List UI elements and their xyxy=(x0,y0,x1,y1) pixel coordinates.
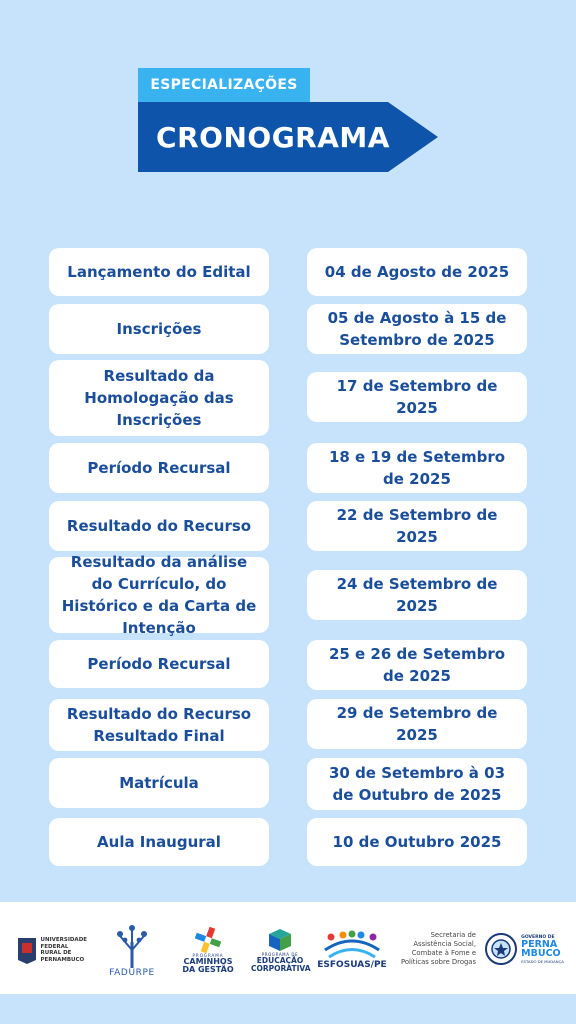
schedule-event-3: Resultado da Homologação das Inscrições xyxy=(49,360,269,436)
schedule-date-4: 18 e 19 de Setembro de 2025 xyxy=(307,443,527,493)
schedule-event-1: Lançamento do Edital xyxy=(49,248,269,296)
ufrpe-crest-icon xyxy=(16,936,38,964)
esfosuas-people-icon xyxy=(321,930,383,960)
governo-top-text: GOVERNO DE xyxy=(521,934,555,940)
schedule-date-10: 10 de Outubro 2025 xyxy=(307,818,527,866)
page-title: CRONOGRAMA xyxy=(156,120,390,154)
ufrpe-text: UNIVERSIDADE FEDERAL RURAL DE PERNAMBUCO xyxy=(40,937,88,963)
schedule-event-9: Matrícula xyxy=(49,758,269,808)
header-arrow-banner xyxy=(138,102,438,172)
secretaria-text: Secretaria de Assistência Social, Combate à Fome e Políticas sobre Drogas xyxy=(400,931,476,966)
schedule-date-8: 29 de Setembro de 2025 xyxy=(307,699,527,749)
schedule-event-8: Resultado do Recurso Resultado Final xyxy=(49,699,269,751)
esfosuas-text: ESFOSUAS/PE xyxy=(317,960,387,970)
schedule-date-9: 30 de Setembro à 03 de Outubro de 2025 xyxy=(307,758,527,810)
fadurpe-tree-icon xyxy=(112,924,152,968)
schedule-date-1: 04 de Agosto de 2025 xyxy=(307,248,527,296)
educacao-cube-icon xyxy=(268,928,292,952)
schedule-event-4: Período Recursal xyxy=(49,443,269,493)
pernambuco-coat-of-arms-icon xyxy=(484,929,518,969)
educacao-corporativa-logo xyxy=(250,918,310,982)
secretaria-logo xyxy=(396,926,476,972)
schedule-date-3: 17 de Setembro de 2025 xyxy=(307,372,527,422)
fadurpe-text: FADURPE xyxy=(109,968,155,978)
caminhos-top-text: PROGRAMA xyxy=(192,952,224,958)
schedule-event-5: Resultado do Recurso xyxy=(49,501,269,551)
schedule-event-10: Aula Inaugural xyxy=(49,818,269,866)
educacao-text: EDUCAÇÃO CORPORATIVA xyxy=(251,955,311,973)
schedule-date-6: 24 de Setembro de 2025 xyxy=(307,570,527,620)
schedule-date-5: 22 de Setembro de 2025 xyxy=(307,501,527,551)
header-tag: ESPECIALIZAÇÕES xyxy=(138,68,310,102)
governo-text: PERNAMBUCO xyxy=(521,938,561,959)
caminhos-pinwheel-icon xyxy=(195,927,221,953)
governo-sub-text: ESTADO DE MUDANÇA xyxy=(521,958,564,964)
esfosuas-logo xyxy=(316,918,388,982)
fadurpe-logo xyxy=(102,916,162,986)
caminhos-da-gestao-logo xyxy=(176,918,240,982)
ufrpe-logo xyxy=(14,932,86,968)
schedule-event-2: Inscrições xyxy=(49,304,269,354)
schedule-date-7: 25 e 26 de Setembro de 2025 xyxy=(307,640,527,690)
governo-pernambuco-logo xyxy=(480,924,568,974)
footer-logos xyxy=(0,902,576,994)
schedule-event-7: Período Recursal xyxy=(49,640,269,688)
schedule-date-2: 05 de Agosto à 15 de Setembro de 2025 xyxy=(307,304,527,354)
schedule-event-6: Resultado da análise do Currículo, do Histórico e da Carta de Intenção xyxy=(49,557,269,633)
caminhos-text: CAMINHOS DA GESTÃO xyxy=(182,956,234,974)
governo-text-block xyxy=(521,935,564,964)
educacao-top-text: PROGRAMA DE xyxy=(261,951,299,957)
